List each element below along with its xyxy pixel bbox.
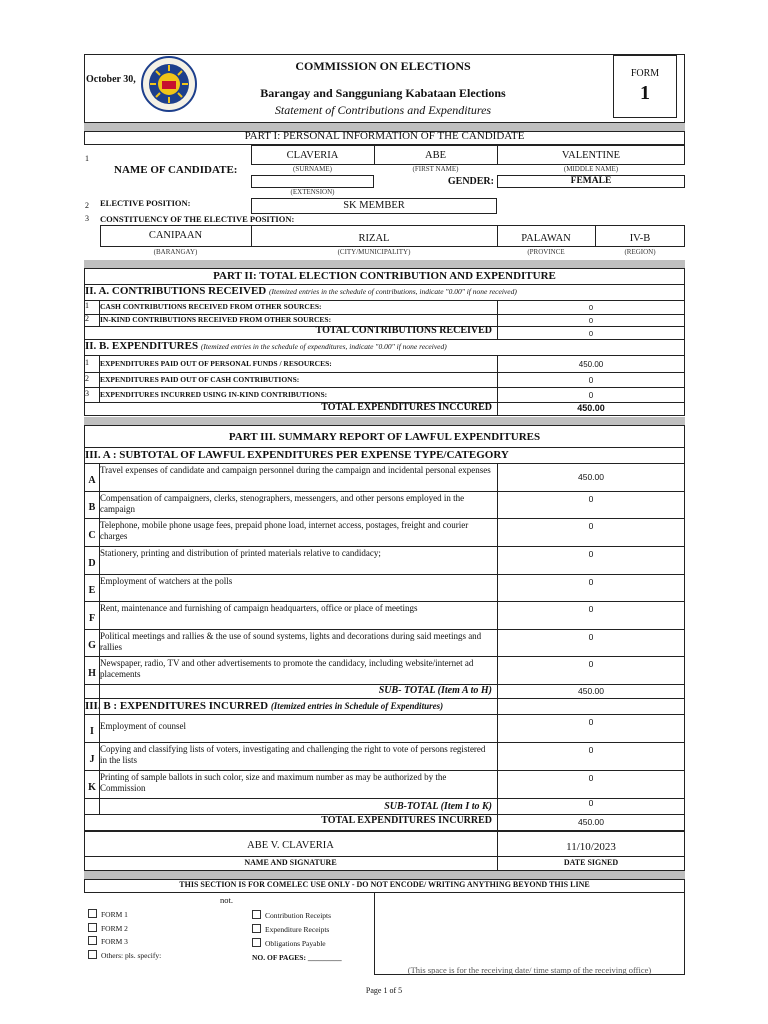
category-description: Copying and classifying lists of voters, investigating and challenging the right to vote of persons registered in the lists [100, 744, 486, 765]
category-description: Travel expenses of candidate and campaign personnel during the campaign and incidental personal expenses [100, 465, 491, 475]
position-value: SK MEMBER [343, 200, 405, 211]
signatory-name: ABE V. CLAVERIA [247, 840, 334, 851]
checkbox-label: Obligations Payable [265, 939, 326, 948]
category-letter: H [88, 668, 96, 679]
province-value: PALAWAN [521, 233, 571, 244]
receipt-checkbox-item[interactable] [252, 938, 326, 948]
checkbox-label: Expenditure Receipts [265, 925, 330, 934]
category-description: Stationery, printing and distribution of printed materials relative to candidacy; [100, 547, 381, 558]
checkbox-icon[interactable] [252, 910, 261, 919]
category-value: 0 [588, 521, 594, 532]
category-value: 0 [588, 631, 594, 642]
org-name: COMMISSION ON ELECTIONS [295, 59, 471, 73]
first-name-caption: (FIRST NAME) [412, 165, 459, 173]
category-description: Employment of watchers at the polls [100, 575, 233, 586]
total-expenditures-value: 450.00 [577, 403, 605, 413]
pages-label: NO. OF PAGES: _________ [252, 953, 342, 962]
category-letter: I [90, 726, 94, 737]
contribution-row-label: CASH CONTRIBUTIONS RECEIVED FROM OTHER SOURCES: [100, 302, 322, 311]
total-contributions-label: TOTAL CONTRIBUTIONS RECEIVED [315, 325, 492, 336]
part2-title: PART II: TOTAL ELECTION CONTRIBUTION AND EXPENDITURE [213, 270, 556, 282]
part2b-heading: II. B. EXPENDITURES [85, 340, 199, 352]
row-number: 1 [85, 358, 89, 367]
date-signed-value: 11/10/2023 [566, 841, 616, 853]
row-number: 2 [85, 201, 89, 210]
subtotal-a-label: SUB- TOTAL (Item A to H) [378, 685, 492, 696]
checkbox-icon[interactable] [88, 909, 97, 918]
province-caption: (PROVINCE [527, 248, 565, 256]
region-value: IV-B [629, 233, 651, 244]
checkbox-icon[interactable] [88, 936, 97, 945]
category-description: Political meetings and rallies & the use of sound systems, lights and decorations during said meetings and rallies [100, 630, 482, 652]
city-value: RIZAL [358, 233, 390, 244]
part3b-note: (Itemized entries in Schedule of Expenditures) [270, 701, 444, 711]
subtotal-b-value: 0 [588, 798, 594, 808]
category-value: 450.00 [578, 472, 604, 482]
category-letter: B [88, 502, 96, 514]
checkbox-label: FORM 2 [101, 923, 128, 933]
expenditure-row-label: EXPENDITURES PAID OUT OF CASH CONTRIBUTIONS: [100, 374, 300, 384]
category-description: Employment of counsel [100, 721, 186, 731]
comelec-title: THIS SECTION IS FOR COMELEC USE ONLY - DO NOT ENCODE/ WRITING ANYTHING BEYOND THIS LINE [179, 880, 590, 889]
category-letter: E [88, 585, 96, 597]
checkbox-label: FORM 3 [101, 937, 128, 946]
barangay-caption: (BARANGAY) [153, 248, 198, 256]
checkbox-label: FORM 1 [101, 910, 128, 919]
surname-value: CLAVERIA [286, 150, 339, 161]
gender-label: GENDER: [447, 176, 494, 187]
grey-band [84, 260, 685, 268]
seal-icon [140, 55, 198, 113]
header-date: October 30, [86, 74, 136, 85]
row-number: 1 [85, 301, 89, 310]
form-checkbox-item[interactable] [88, 936, 128, 946]
part3b-title [85, 700, 443, 712]
expenditure-row-label: EXPENDITURES PAID OUT OF PERSONAL FUNDS / RESOURCES: [100, 359, 332, 368]
expenditure-row-label: EXPENDITURES INCURRED USING IN-KIND CONTRIBUTIONS: [100, 390, 328, 399]
total-contributions-value: 0 [588, 329, 594, 338]
contribution-row-value: 0 [588, 303, 594, 312]
subtotal-a-value: 450.00 [578, 686, 604, 696]
checkbox-label: Contribution Receipts [265, 911, 332, 920]
row-number: 2 [85, 313, 89, 323]
form-checkbox-item[interactable] [88, 909, 128, 919]
part3b-heading: III. B : EXPENDITURES INCURRED [85, 700, 269, 712]
part1-title: PART I: PERSONAL INFORMATION OF THE CANDIDATE [244, 130, 525, 142]
part3-title: PART III. SUMMARY REPORT OF LAWFUL EXPENDITURES [228, 431, 541, 443]
checkbox-icon[interactable] [88, 923, 97, 932]
contribution-row-value: 0 [588, 315, 594, 325]
middle-name-caption: (MIDDLE NAME) [563, 165, 619, 173]
category-description: Printing of sample ballots in such color, size and maximum number as may be authorized by the Commission [100, 772, 447, 793]
category-description: Telephone, mobile phone usage fees, prepaid phone load, internet access, postages, freight and courier charges [100, 520, 469, 542]
part2a-note: (Itemized entries in the schedule of contributions, indicate "0.00" if none received) [269, 287, 517, 296]
part3a-title: III. A : SUBTOTAL OF LAWFUL EXPENDITURES PER EXPENSE TYPE/CATEGORY [85, 449, 509, 461]
category-value: 0 [588, 576, 594, 587]
row-number: 1 [85, 154, 89, 163]
category-letter: K [88, 782, 96, 793]
category-letter: A [88, 474, 96, 486]
surname-caption: (SURNAME) [293, 165, 332, 173]
date-signed-caption: DATE SIGNED [563, 858, 619, 867]
part2a-title [85, 285, 517, 297]
region-caption: (REGION) [624, 248, 656, 256]
expenditure-row-value: 0 [588, 391, 594, 400]
first-name-value: ABE [425, 150, 446, 161]
category-letter: G [88, 640, 96, 652]
barangay-value: CANIPAAN [148, 230, 203, 241]
category-letter: F [88, 612, 96, 624]
grey-band [84, 417, 685, 425]
part2b-note: (Itemized entries in the schedule of expenditures, indicate "0.00" if none received) [200, 342, 447, 351]
part2b-title [85, 340, 447, 352]
row-number: 2 [85, 373, 89, 383]
category-letter: C [88, 529, 96, 541]
receipt-checkbox-item[interactable] [252, 924, 329, 934]
checkbox-icon[interactable] [252, 924, 261, 933]
form-checkbox-item[interactable] [88, 923, 128, 933]
city-caption: (CITY/MUNICIPALITY) [337, 248, 411, 256]
category-description: Newspaper, radio, TV and other advertisements to promote the candidacy, including website/internet ad placements [100, 658, 474, 680]
contribution-row-label: IN-KIND CONTRIBUTIONS RECEIVED FROM OTHER SOURCES: [100, 314, 332, 324]
position-label: ELECTIVE POSITION: [100, 198, 191, 208]
election-name: Barangay and Sangguniang Kabataan Elections [260, 86, 506, 100]
middle-name-value: VALENTINE [561, 150, 621, 161]
category-value: 0 [588, 548, 594, 559]
subtotal-b-label: SUB-TOTAL (Item I to K) [384, 801, 492, 812]
row-number: 3 [85, 389, 89, 398]
grand-total-label: TOTAL EXPENDITURES INCURRED [321, 815, 492, 826]
total-expenditures-label: TOTAL EXPENDITURES INCCURED [321, 402, 492, 413]
statement-title: Statement of Contributions and Expenditures [274, 103, 492, 117]
stamp-area [374, 893, 685, 975]
expenditure-row-value: 0 [588, 375, 594, 385]
grand-total-value: 450.00 [578, 817, 604, 827]
gender-value: FEMALE [570, 176, 612, 186]
name-label: NAME OF CANDIDATE: [114, 164, 238, 176]
category-value: 0 [588, 604, 594, 615]
checkbox-icon[interactable] [252, 938, 261, 947]
category-description: Compensation of campaigners, clerks, stenographers, messengers, and other persons employed in the campaign [100, 492, 465, 514]
category-value: 0 [588, 659, 594, 670]
checkbox-icon[interactable] [88, 950, 97, 959]
form-checkbox-item[interactable] [88, 950, 161, 960]
grey-band [84, 871, 685, 879]
category-description: Rent, maintenance and furnishing of campaign headquarters, office or place of meetings [100, 603, 418, 614]
comelec-seal [140, 55, 198, 113]
comelec-not: not. [220, 895, 233, 905]
category-value: 0 [588, 773, 594, 783]
name-signature-caption: NAME AND SIGNATURE [244, 858, 337, 867]
receipt-checkbox-item[interactable] [252, 910, 331, 920]
category-letter: D [88, 557, 96, 569]
constituency-label: CONSTITUENCY OF THE ELECTIVE POSITION: [100, 214, 295, 224]
part2a-heading: II. A. CONTRIBUTIONS RECEIVED [85, 285, 267, 297]
category-value: 0 [588, 717, 594, 727]
category-letter: J [89, 754, 95, 765]
stamp-note: (This space is for the receiving date/ time stamp of the receiving office) [407, 965, 652, 975]
category-value: 0 [588, 493, 594, 504]
expenditure-row-value: 450.00 [578, 360, 604, 369]
checkbox-label: Others: pls. specify: [101, 950, 162, 960]
category-value: 0 [588, 745, 594, 755]
form-label: FORM [630, 68, 660, 79]
form-number: 1 [640, 82, 650, 104]
extension-field[interactable] [251, 175, 374, 188]
extension-caption: (EXTENSION) [290, 188, 335, 196]
row-number: 3 [85, 214, 89, 223]
page-number: Page 1 of 5 [365, 986, 403, 995]
